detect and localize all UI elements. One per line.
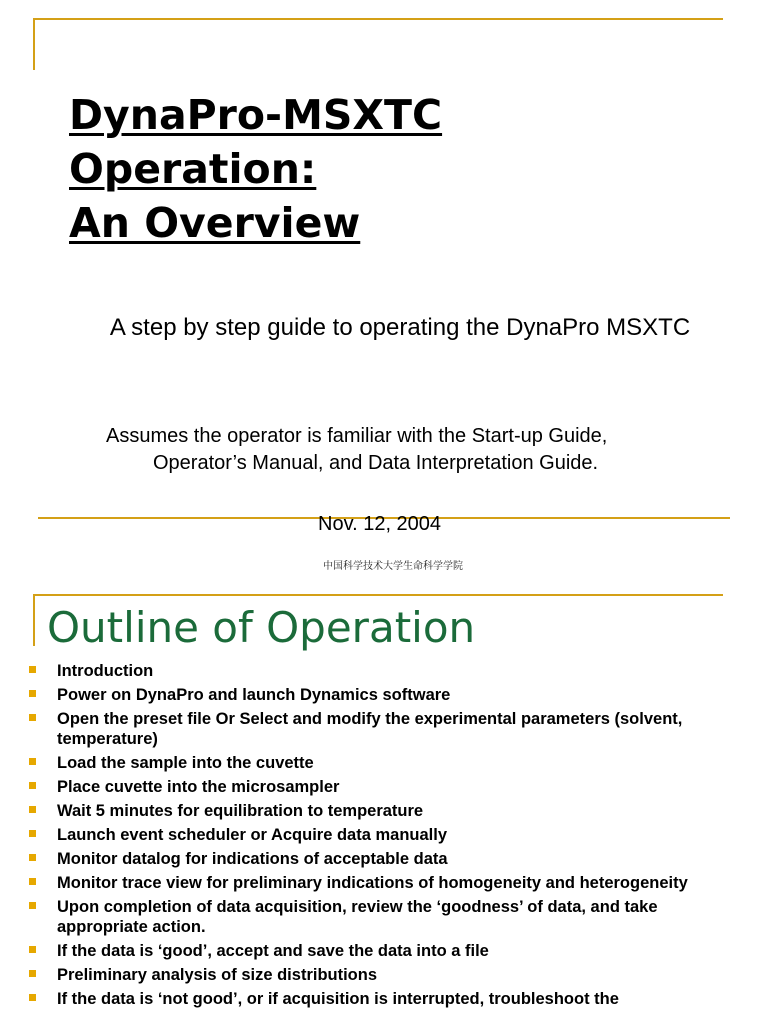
square-bullet-icon: [29, 714, 36, 721]
list-item: Monitor trace view for preliminary indications of homogeneity and heterogeneity: [27, 873, 747, 893]
square-bullet-icon: [29, 994, 36, 1001]
slide-title: [69, 88, 442, 250]
square-bullet-icon: [29, 690, 36, 697]
assumes-text: [106, 423, 706, 477]
slide-footer: 中国科学技术大学生命科学学院: [323, 561, 463, 572]
square-bullet-icon: [29, 854, 36, 861]
square-bullet-icon: [29, 782, 36, 789]
title-line-3: An Overview: [69, 199, 361, 247]
title-line-1: DynaPro-MSXTC: [69, 91, 443, 139]
list-item: Monitor datalog for indications of acceptable data: [27, 849, 747, 869]
top-rule: [33, 18, 723, 20]
square-bullet-icon: [29, 758, 36, 765]
square-bullet-icon: [29, 970, 36, 977]
square-bullet-icon: [29, 902, 36, 909]
list-item: Upon completion of data acquisition, review the ‘goodness’ of data, and take appropriate action.: [27, 897, 747, 937]
square-bullet-icon: [29, 666, 36, 673]
list-item: Place cuvette into the microsampler: [27, 777, 747, 797]
assumes-line-1: Assumes the operator is familiar with the Start-up Guide,: [106, 425, 608, 447]
outline-list: [27, 661, 747, 1013]
assumes-line-2: Operator’s Manual, and Data Interpretation Guide.: [153, 452, 599, 474]
square-bullet-icon: [29, 806, 36, 813]
list-item: Open the preset file Or Select and modify the experimental parameters (solvent, temperature): [27, 709, 747, 749]
list-item: Load the sample into the cuvette: [27, 753, 747, 773]
list-item: Wait 5 minutes for equilibration to temperature: [27, 801, 747, 821]
list-item: If the data is ‘good’, accept and save the data into a file: [27, 941, 747, 961]
left-rule-top: [33, 18, 35, 70]
list-item: If the data is ‘not good’, or if acquisition is interrupted, troubleshoot the: [27, 989, 747, 1009]
square-bullet-icon: [29, 946, 36, 953]
list-item: Preliminary analysis of size distributions: [27, 965, 747, 985]
list-item: Launch event scheduler or Acquire data manually: [27, 825, 747, 845]
left-rule-slide2: [33, 594, 35, 646]
square-bullet-icon: [29, 830, 36, 837]
title-line-2: Operation:: [69, 145, 317, 193]
square-bullet-icon: [29, 878, 36, 885]
outline-title: Outline of Operation: [47, 603, 476, 652]
list-item: Power on DynaPro and launch Dynamics software: [27, 685, 747, 705]
slide-date: Nov. 12, 2004: [318, 513, 442, 535]
list-item: Introduction: [27, 661, 747, 681]
top-rule-slide2: [33, 594, 723, 596]
slide-subtitle: A step by step guide to operating the DynaPro MSXTC: [109, 314, 691, 341]
